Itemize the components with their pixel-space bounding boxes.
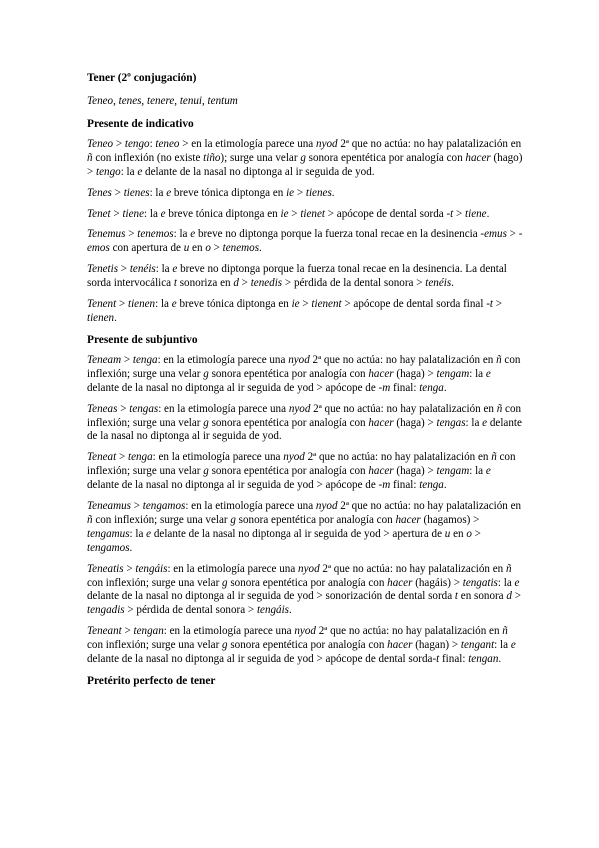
italic-text: nyod [294, 625, 316, 638]
italic-text: t [173, 277, 177, 290]
italic-text: hacer [387, 576, 413, 589]
text-run: > [123, 562, 136, 575]
text-run: final: [439, 653, 469, 666]
italic-text: tengas [129, 402, 159, 415]
text-run: > [294, 186, 306, 199]
section [87, 333, 523, 667]
italic-text: g [300, 151, 306, 164]
paragraph [87, 187, 523, 201]
text-run: > [511, 590, 521, 603]
text-run: . [486, 207, 490, 220]
text-run: sonora epentética por analogía con [227, 576, 388, 589]
italic-text: e [514, 576, 520, 589]
italic-text: -emus [480, 228, 507, 241]
text-run: > [453, 207, 466, 220]
italic-text: tenéis [425, 277, 452, 290]
text-run: con inflexión; surge una velar [87, 402, 522, 429]
text-run: > [299, 298, 312, 311]
italic-text: tienes [305, 186, 332, 199]
italic-text: tiene [122, 207, 145, 220]
italic-text: tengan [133, 625, 164, 638]
italic-text: tenemos [137, 228, 174, 241]
italic-text: nyod [288, 353, 310, 366]
italic-text: e [482, 416, 488, 429]
italic-text: u [444, 527, 451, 540]
paragraph [87, 500, 523, 556]
text-run: (hagáis) > [412, 576, 463, 589]
text-run: sonora epentética por analogía con [208, 465, 369, 478]
italic-text: tiño [203, 151, 221, 164]
italic-text: e [190, 228, 196, 241]
italic-text: t [454, 590, 459, 603]
italic-text: e [485, 465, 491, 478]
italic-text: e [510, 639, 516, 652]
paragraph [87, 208, 523, 222]
italic-text: g [203, 465, 209, 478]
text-run: > [110, 207, 123, 220]
italic-text: g [203, 367, 209, 380]
italic-text: hacer [395, 513, 421, 526]
italic-text: Teneatis [87, 562, 124, 575]
italic-text: o [205, 242, 211, 255]
text-run: . [289, 604, 292, 617]
italic-text: tengáis [135, 562, 168, 575]
text-run: 2ª que no actúa: no hay palatalización en [310, 402, 497, 415]
italic-text: -m [378, 381, 391, 394]
italic-text: hacer [368, 465, 394, 478]
text-run: . [114, 311, 117, 324]
paragraph [87, 403, 523, 445]
text-run: con inflexión; surge una velar [92, 513, 231, 526]
text-run: sonora epentética por analogía con [208, 416, 369, 429]
italic-text: ñ [87, 151, 93, 164]
text-run: . [331, 186, 335, 199]
document-title: Tener (2º conjugación) [87, 72, 197, 84]
text-run: : la [497, 576, 515, 589]
text-run: delante de la nasal no diptonga al ir seguida de yod. [142, 165, 375, 178]
italic-text: nyod [298, 562, 320, 575]
italic-text: ie [280, 207, 289, 220]
text-run: > pérdida de la dental sonora > [282, 277, 426, 290]
text-run: (hagamos) > [420, 513, 480, 526]
text-run: ); surge una velar [220, 151, 301, 164]
italic-text: e [485, 367, 491, 380]
text-run: (hagan) > [412, 639, 461, 652]
italic-text: hacer [368, 367, 394, 380]
italic-text: ñ [505, 562, 512, 575]
text-run: delante de la nasal no diptonga al ir seguida de yod > apertura de [151, 527, 445, 540]
text-run: : la [469, 367, 486, 380]
italic-text: tienet [300, 207, 325, 220]
text-run: > [117, 402, 130, 415]
italic-text: Tenent [87, 298, 117, 311]
text-run: (haga) > [393, 416, 437, 429]
italic-text: e [172, 263, 178, 276]
text-run: (hago) > [87, 151, 523, 178]
text-run: : la [155, 298, 172, 311]
italic-text: ñ [502, 625, 508, 638]
italic-text: e [137, 165, 143, 178]
italic-text: tengamos [142, 500, 186, 513]
text-run: > [116, 451, 128, 464]
text-run: . [259, 242, 262, 255]
text-run: > [288, 207, 301, 220]
text-run: delante de la nasal no diptonga al ir seguida de yod > apócope de [87, 381, 379, 394]
section [87, 674, 523, 688]
paragraph [87, 263, 523, 291]
italic-text: tengamus [87, 527, 130, 540]
text-run: delante de la nasal no diptonga al ir seguida de yod > apócope de [87, 479, 379, 492]
italic-text: tiene [465, 207, 487, 220]
italic-text: tengamos [87, 541, 130, 554]
italic-text: Tenet [87, 207, 111, 220]
text-run: con apertura de [109, 242, 184, 255]
text-run: 2ª que no actúa: no hay palatalización en [319, 562, 506, 575]
text-run: > [238, 277, 251, 290]
principal-parts: Teneo, tenes, tenere, tenui, tentum [87, 95, 238, 107]
text-run: delante de la nasal no diptonga al ir seguida de yod > apócope de dental sorda [87, 653, 433, 666]
italic-text: tienen [128, 298, 156, 311]
italic-text: teneo [155, 137, 180, 150]
italic-text: tengam [436, 367, 470, 380]
italic-text: d [506, 590, 512, 603]
text-run: (haga) > [393, 367, 437, 380]
text-run: > [492, 298, 503, 311]
italic-text: hacer [387, 639, 413, 652]
italic-text: e [160, 207, 166, 220]
italic-text: tienen [87, 311, 115, 324]
italic-text: u [183, 242, 190, 255]
paragraph [87, 298, 523, 326]
italic-text: -t [486, 298, 493, 311]
italic-text: g [222, 576, 228, 589]
text-run: > en la etimología parece una [179, 137, 317, 150]
italic-text: Teneant [87, 625, 122, 638]
italic-text: tengam [436, 465, 470, 478]
text-run: > [113, 137, 125, 150]
italic-text: Teneat [87, 451, 117, 464]
text-run: : en la etimología parece una [157, 353, 289, 366]
text-run: : la [129, 527, 147, 540]
italic-text: ie [286, 186, 295, 199]
italic-text: hacer [368, 416, 394, 429]
italic-text: hacer [465, 151, 491, 164]
italic-text: d [233, 277, 239, 290]
italic-text: tengan [468, 653, 499, 666]
text-run: : en la etimología parece una [163, 625, 295, 638]
italic-text: tengo [96, 165, 121, 178]
text-run: > apócope de dental sorda final [341, 298, 487, 311]
italic-text: Tenes [87, 186, 112, 199]
text-run: : la [465, 416, 483, 429]
italic-text: nyod [315, 500, 338, 513]
text-run: > [121, 353, 133, 366]
italic-text: tengáis [256, 604, 289, 617]
text-run: . [443, 479, 447, 492]
italic-text: -t [432, 653, 440, 666]
italic-text: tengas [436, 416, 466, 429]
italic-text: tengant [460, 639, 495, 652]
italic-text: Teneas [87, 402, 118, 415]
italic-text: -m [378, 479, 391, 492]
document-body [87, 71, 523, 695]
text-run: . [498, 653, 502, 666]
italic-text: e [166, 186, 172, 199]
text-run: final: [390, 381, 420, 394]
italic-text: tienes [123, 186, 150, 199]
text-run: > [130, 500, 143, 513]
text-run: sonora epentética por analogía con [208, 367, 369, 380]
italic-text: ñ [491, 451, 497, 464]
italic-text: Teneam [87, 353, 122, 366]
italic-text: tengatis [462, 576, 498, 589]
text-run: en sonora [458, 590, 507, 603]
text-run: > [111, 186, 124, 199]
text-run: con inflexión; surge una velar [87, 576, 223, 589]
italic-text: tenedis [250, 277, 283, 290]
text-run: con inflexión; surge una velar [87, 353, 521, 380]
text-run: sonora epentética por analogía con [235, 513, 396, 526]
text-run: con inflexión; surge una velar [87, 451, 516, 478]
text-run: sonoriza en [176, 277, 234, 290]
paragraph [87, 451, 523, 493]
italic-text: -emos [87, 228, 523, 255]
text-run: > [471, 527, 481, 540]
paragraph [87, 138, 523, 180]
text-run: > [506, 228, 519, 241]
italic-text: tenga [128, 451, 153, 464]
text-run: : la [120, 165, 138, 178]
text-run: : la [173, 228, 191, 241]
text-run: > [210, 242, 223, 255]
text-run: (haga) > [393, 465, 437, 478]
text-run: : en la etimología parece una [158, 402, 289, 415]
text-run: : la [155, 263, 173, 276]
italic-text: Tenetis [87, 263, 119, 276]
text-run: delante de la nasal no diptonga al ir seguida de yod > sonorización de dental sorda [87, 590, 455, 603]
text-run: con inflexión; surge una velar [87, 639, 223, 652]
text-run: : la [494, 639, 511, 652]
italic-text: tengo [124, 137, 150, 150]
text-run: . [443, 381, 447, 394]
italic-text: o [466, 527, 472, 540]
text-run: : la [469, 465, 486, 478]
text-run: : en la etimología parece una [167, 562, 299, 575]
text-run: final: [390, 479, 420, 492]
italic-text: g [222, 639, 228, 652]
paragraph [87, 625, 523, 667]
italic-text: nyod [283, 451, 305, 464]
italic-text: tienent [311, 298, 342, 311]
section-heading: Presente de subjuntivo [87, 333, 198, 346]
text-run: . [451, 277, 454, 290]
section-heading: Presente de indicativo [87, 117, 194, 130]
section [87, 117, 523, 326]
text-run: > pérdida de dental sonora > [124, 604, 257, 617]
italic-text: ie [291, 298, 300, 311]
text-run: : en la etimología parece una [152, 451, 284, 464]
text-run: sonora epentética por analogía con [305, 151, 466, 164]
text-run: 2ª que no actúa: no hay palatalización en [309, 353, 497, 366]
text-run: delante de la nasal no diptonga al ir seguida de yod. [87, 416, 522, 443]
italic-text: Teneo [87, 137, 114, 150]
italic-text: tenéis [129, 263, 156, 276]
text-run: > [118, 263, 130, 276]
text-run: : la [149, 186, 167, 199]
italic-text: tenga [419, 381, 444, 394]
italic-text: -t [446, 207, 454, 220]
italic-text: tengadis [87, 604, 125, 617]
text-run: > apócope de dental sorda [324, 207, 447, 220]
italic-text: nyod [288, 402, 311, 415]
text-run: > [125, 228, 138, 241]
text-run: breve tónica diptonga en [171, 186, 287, 199]
italic-text: ñ [496, 402, 503, 415]
text-run: > [121, 625, 134, 638]
text-run: : la [144, 207, 161, 220]
italic-text: ñ [496, 353, 502, 366]
text-run: : en la etimología parece una [185, 500, 316, 513]
section-heading: Pretérito perfecto de tener [87, 675, 216, 687]
italic-text: Teneamus [87, 500, 131, 513]
text-run: > [116, 298, 128, 311]
text-run: . [129, 541, 133, 554]
text-run: breve no diptonga porque la fuerza tonal recae en la desinencia. La dental sorda intervocálica [87, 263, 507, 290]
text-run: sonora epentética por analogía con [227, 639, 388, 652]
italic-text: g [230, 513, 236, 526]
text-run: en [189, 242, 206, 255]
text-run: breve tónica diptonga en [165, 207, 281, 220]
text-run: 2ª que no actúa: no hay palatalización en [304, 451, 492, 464]
text-run: breve tónica diptonga en [176, 298, 292, 311]
text-run: en [450, 527, 467, 540]
paragraph [87, 228, 523, 256]
italic-text: tenga [132, 353, 158, 366]
italic-text: e [171, 298, 177, 311]
italic-text: ñ [87, 513, 93, 526]
text-run: breve no diptonga porque la fuerza tonal recae en la desinencia [195, 228, 481, 241]
italic-text: tenemos [222, 242, 260, 255]
text-run: con inflexión (no existe [92, 151, 204, 164]
italic-text: g [203, 416, 209, 429]
italic-text: nyod [316, 137, 338, 150]
italic-text: e [146, 527, 152, 540]
text-run: 2ª que no actúa: no hay palatalización en [337, 137, 522, 150]
text-run: : [149, 137, 156, 150]
text-run: 2ª que no actúa: no hay palatalización en [315, 625, 503, 638]
italic-text: tenga [419, 479, 444, 492]
paragraph [87, 354, 523, 396]
text-run: 2ª que no actúa: no hay palatalización en [337, 500, 522, 513]
paragraph [87, 563, 523, 619]
italic-text: Tenemus [87, 228, 126, 241]
sections-container [87, 117, 523, 688]
